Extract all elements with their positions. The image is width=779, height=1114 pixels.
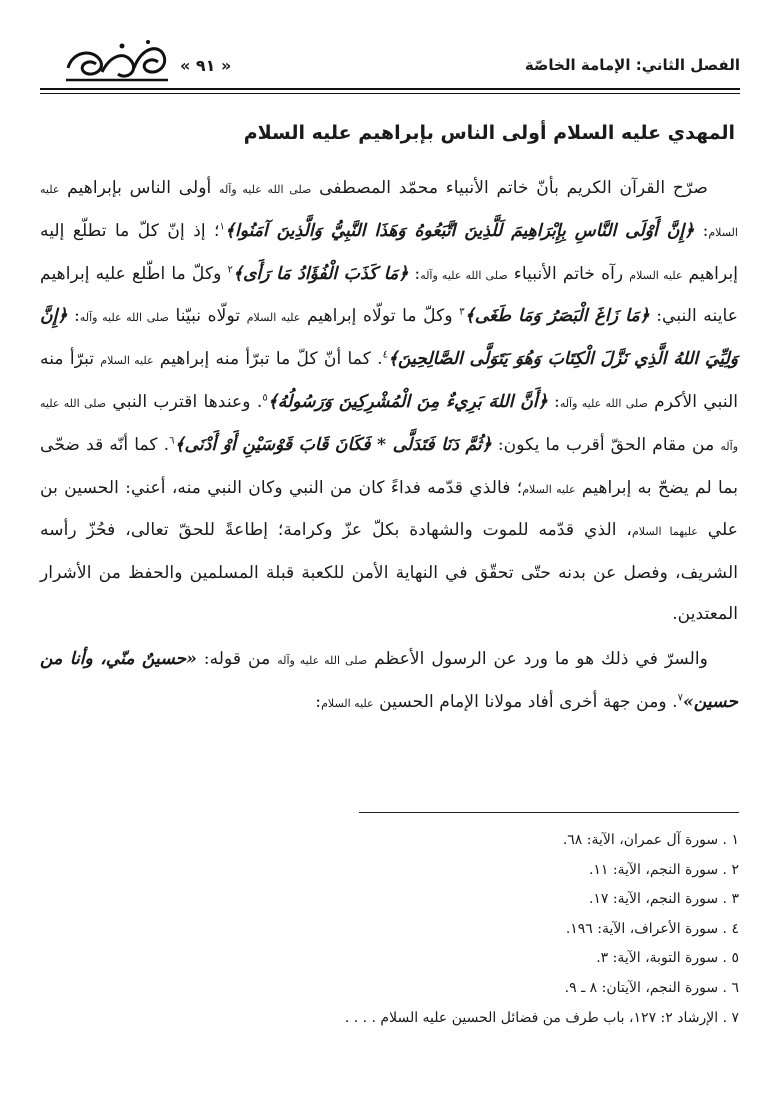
footnote-ref: ٦ (169, 435, 175, 447)
honorific-symbol: عليه السلام (321, 696, 374, 710)
footnote: ٧ . الإرشاد ٢: ١٢٧، باب طرف من فضائل الحسين عليه السلام . . . . (344, 1009, 739, 1026)
honorific-symbol: عليهما السلام (631, 525, 698, 539)
section-heading: المهدي عليه السلام أولى الناس بإبراهيم عليه السلام (243, 122, 735, 144)
paragraph-2: والسرّ في ذلك هو ما ورد عن الرسول الأعظم صلى الله عليه وآله من قوله: «حسينٌ منّي، وأنا من حسين»$^٧$. ومن جهة أخرى أفاد مولانا الإمام الحسين عليه السلام: (40, 648, 738, 712)
honorific-symbol: عليه السلام (522, 482, 576, 496)
honorific-symbol: صلى الله عليه وآله (219, 183, 312, 196)
honorific-symbol: عليه السلام (246, 311, 301, 325)
footnotes-list (179, 826, 739, 1033)
page-number: « ٩١ » (180, 56, 232, 75)
quran-verse: ﴿إِنَّ وَلِيِّيَ اللهُ الَّذِي نَزَّلَ الْكِتَابَ وَهُوَ يَتَوَلَّى الصَّالِحِينَ﴾ (40, 306, 738, 370)
running-title: الفصل الثاني: الإمامة الخاصّة (524, 56, 740, 74)
quran-verse: ﴿ثُمَّ دَنَا فَتَدَلَّى * فَكَانَ قَابَ قَوْسَيْنِ أَوْ أَدْنَى﴾ (174, 434, 492, 455)
quran-verse: ﴿إِنَّ أَوْلَى النَّاسِ بِإِبْرَاهِيمَ لَلَّذِينَ اتَّبَعُوهُ وَهَذَا النَّبِيُّ وَالَّذِينَ آمَنُوا﴾ (224, 220, 695, 241)
quran-verse: ﴿مَا كَذَبَ الْفُؤَادُ مَا رَأَى﴾ (232, 263, 409, 284)
honorific-symbol: صلى الله عليه وآله (40, 396, 739, 453)
footnote: ٢ . سورة النجم، الآية: ١١. (588, 861, 739, 878)
honorific-symbol: عليه السلام (100, 354, 154, 368)
footnote: ١ . سورة آل عمران، الآية: ٦٨. (562, 832, 739, 848)
footnote-ref: ٤ (382, 349, 388, 361)
hadith-quote: «حسينٌ منّي، وأنا من حسين» (40, 648, 738, 712)
paragraph-1: صرّح القرآن الكريم بأنّ خاتم الأنبياء محمّد المصطفى صلى الله عليه وآله أولى الناس بإبراهيم عليه السلام: ﴿إِنَّ أَوْلَى النَّاسِ بِإِبْرَاهِيمَ لَلَّذِينَ اتَّبَعُوهُ وَهَذَا النَّبِيُّ وَالَّذِينَ آمَنُوا﴾$^١$؛ إذ إنّ كلّ ما تطلّع إليه إبراهيم عليه السلام رآه خاتم الأنبياء صلى الله عليه وآله: ﴿مَا كَذَبَ الْفُؤَادُ مَا رَأَى﴾$^٢$ وكلّ ما اطّلع عليه إبراهيم عاينه النبي: ﴿مَا زَاغَ الْبَصَرُ وَمَا طَغَى﴾$^٣$ وكلّ ما تولّاه إبراهيم عليه السلام تولّاه نبيّنا صلى الله عليه وآله: ﴿إِنَّ وَلِيِّيَ اللهُ الَّذِي نَزَّلَ الْكِتَابَ وَهُوَ يَتَوَلَّى الصَّالِحِينَ﴾$^٤$. كما أنّ كلّ ما تبرّأ منه إبراهيم عليه السلام تبرّأ منه النبي الأكرم صلى الله عليه وآله: ﴿أَنَّ اللهَ بَرِيءٌ مِنَ الْمُشْرِكِينَ وَرَسُولُهُ﴾$^٥$. وعندها اقترب النبي صلى الله عليه وآله من مقام الحقّ أقرب ما يكون: ﴿ثُمَّ دَنَا فَتَدَلَّى * فَكَانَ قَابَ قَوْسَيْنِ أَوْ أَدْنَى﴾$^٦$. كما أنّه قد ضحّى بما لم يضحّ به إبراهيم عليه السلام؛ فالذي قدّمه فداءً كان من النبي وكان النبي منه، أعني: الحسين بن علي عليهما السلام، الذي قدّمه للموت والشهادة بكلّ عزّ وكرامة؛ إطاعةً للحقّ تعالى، فحُزّ رأسه الشريف، وفصل عن بدنه حتّى تحقّق في النهاية الأمن للكعبة قبلة المسلمين والحفظ من الأشرار المعتدين. (40, 178, 739, 624)
footnote-ref: ٥ (262, 392, 268, 404)
footnote-divider (359, 812, 739, 813)
calligraphic-ornament-icon (62, 38, 172, 86)
honorific-symbol: صلى الله عليه وآله (79, 311, 169, 325)
honorific-symbol: عليه السلام (40, 183, 738, 239)
footnote: ٣ . سورة النجم، الآية: ١٧. (588, 891, 739, 908)
quran-verse: ﴿أَنَّ اللهَ بَرِيءٌ مِنَ الْمُشْرِكِينَ وَرَسُولُهُ﴾ (267, 391, 548, 412)
honorific-symbol: صلى الله عليه وآله (559, 396, 648, 410)
footnote-ref: ١ (219, 221, 225, 233)
main-text (40, 168, 738, 724)
footnote-ref: ٧ (677, 691, 684, 703)
quran-verse: ﴿مَا زَاغَ الْبَصَرُ وَمَا طَغَى﴾ (464, 306, 650, 327)
footnote-ref: ٣ (459, 306, 465, 318)
page-header (40, 30, 740, 86)
honorific-symbol: صلى الله عليه وآله (420, 268, 508, 282)
honorific-symbol: صلى الله عليه وآله (277, 653, 368, 667)
header-rule (40, 88, 740, 94)
footnote-ref: ٢ (227, 263, 233, 275)
footnote: ٦ . سورة النجم، الآيتان: ٨ ـ ٩. (564, 979, 739, 996)
footnote: ٤ . سورة الأعراف، الآية: ١٩٦. (565, 920, 739, 937)
footnote: ٥ . سورة التوبة، الآية: ٣. (596, 950, 739, 967)
honorific-symbol: عليه السلام (629, 268, 683, 282)
